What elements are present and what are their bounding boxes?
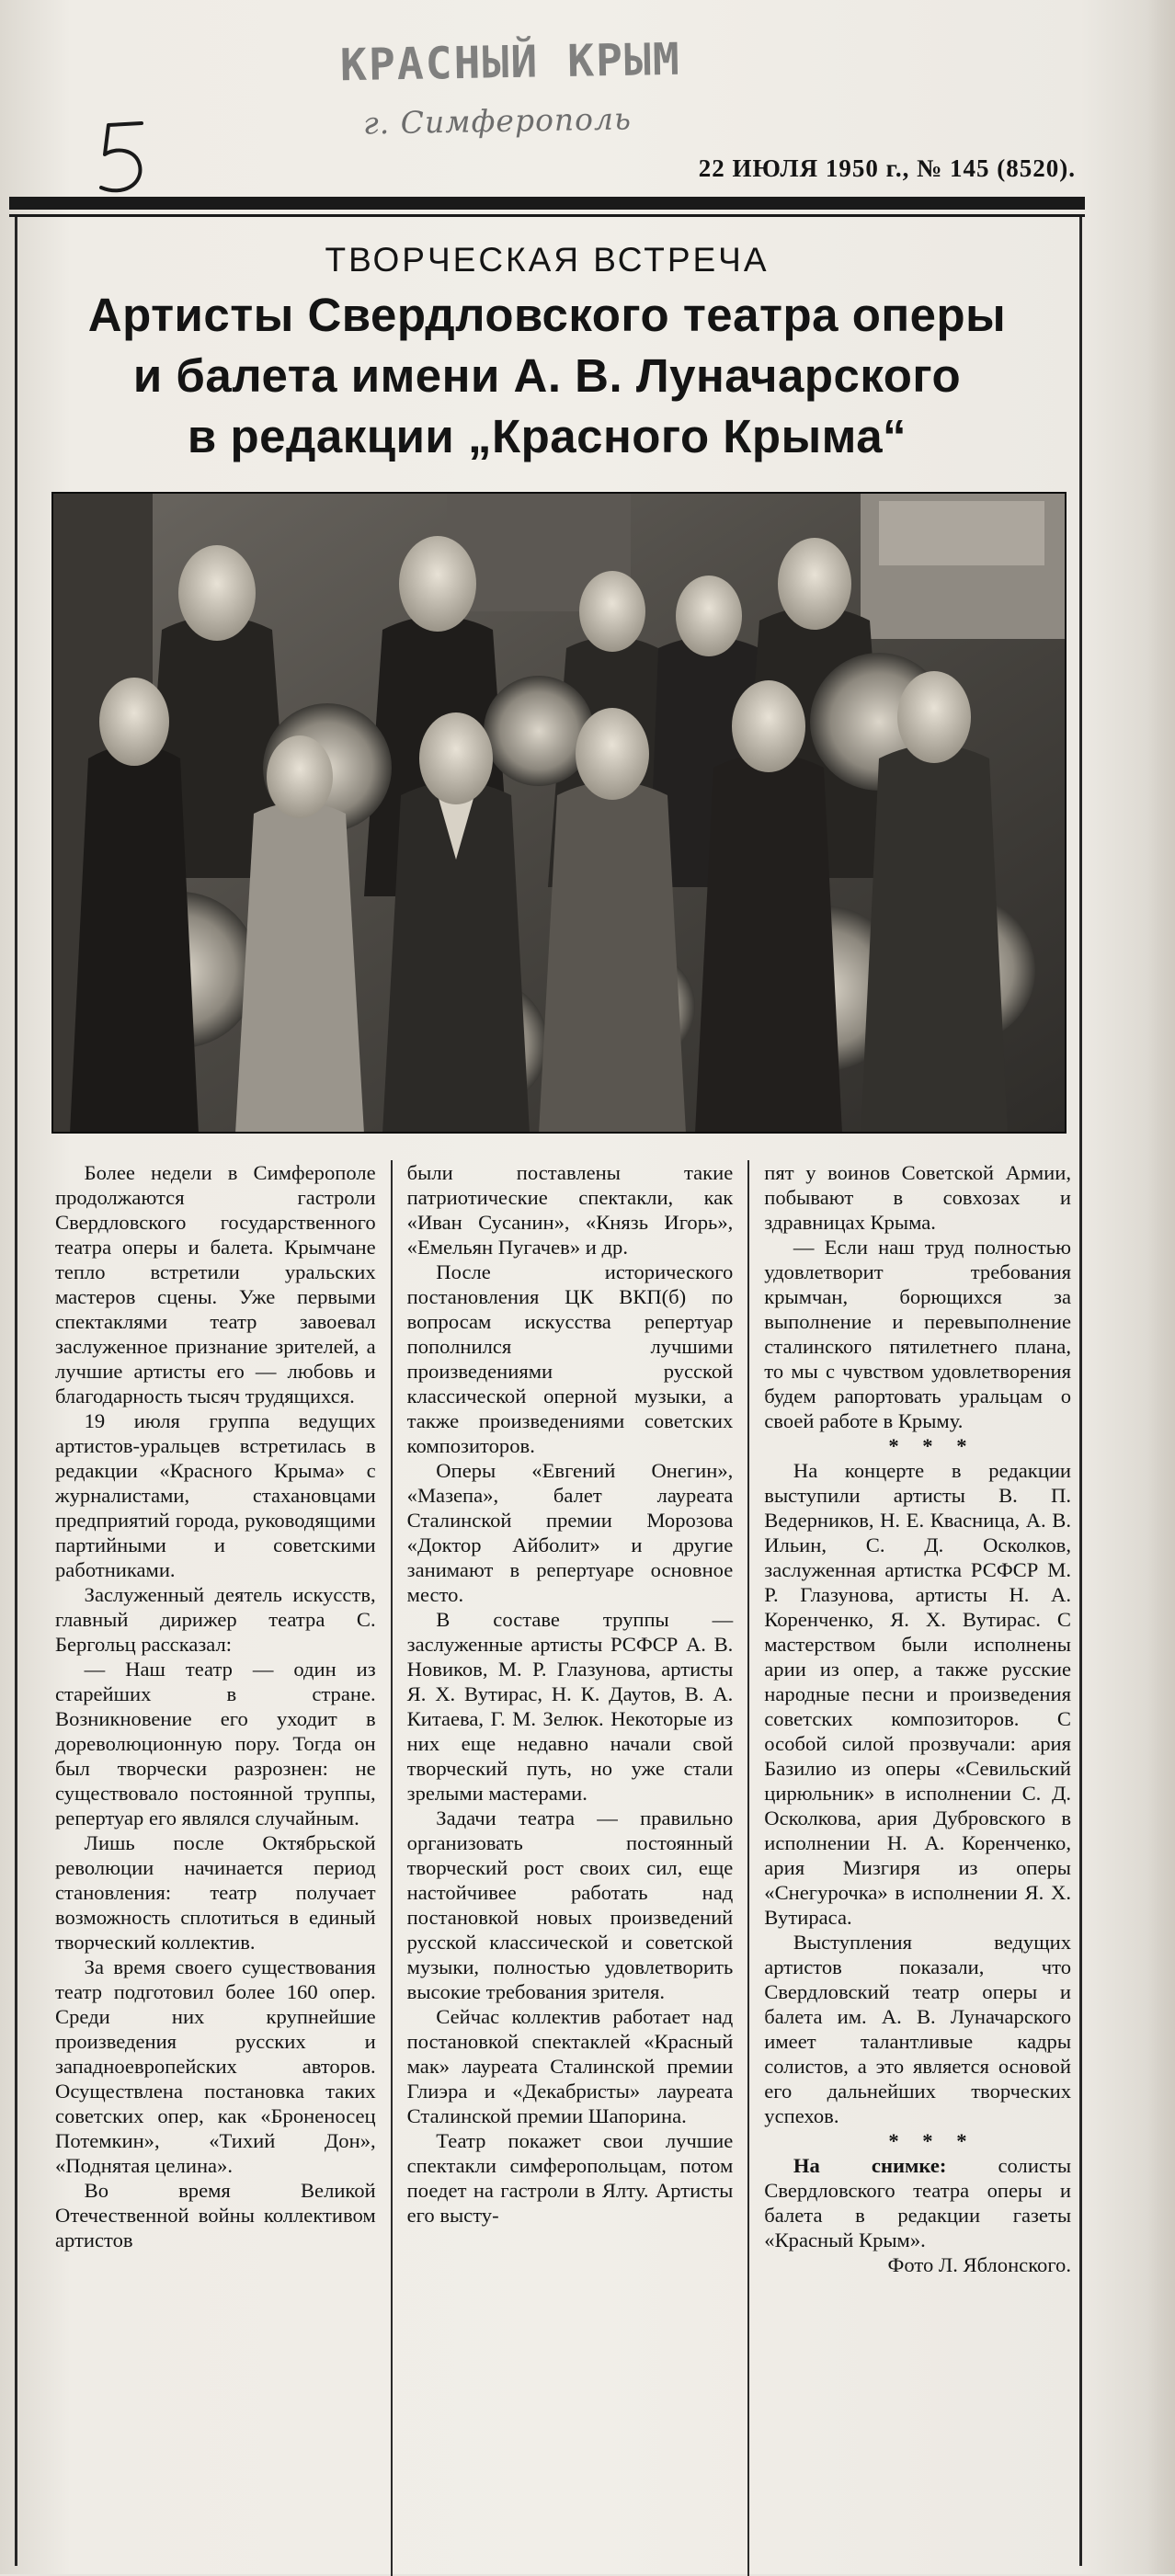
col1-paragraph-3: Заслуженный деятель искусств, главный дирижер театра С. Бергольц рассказал:: [55, 1583, 376, 1656]
article-frame-left: [15, 217, 17, 2566]
archive-stamp-city: г. Симферополь: [362, 100, 633, 142]
article-column-2: [391, 1160, 748, 2576]
article-kicker: ТВОРЧЕСКАЯ ВСТРЕЧА: [325, 241, 770, 279]
col2-paragraph-6: Сейчас коллектив работает над постановкой спектаклей «Красный мак» лауреата Сталинской премии Глиэра и «Декабристы» лауреата Сталинской премии Шапорина.: [406, 2005, 734, 2127]
col2-paragraph-2: После исторического постановления ЦК ВКП(б) по вопросам искусства репертуар пополнился лучшими произведениями русской классической оперной музыки, а также произведениями советских композиторов.: [406, 1260, 734, 1457]
col2-paragraph-4: В составе труппы — заслуженные артисты РСФСР А. В. Новиков, М. Р. Глазунова, артисты Я. Х. Вутирас, Н. К. Даутов, В. А. Китаева, Г. М. Зелюк. Некоторые из них еще недавно начали свой творческий путь, но уже стали зрелыми мастерами.: [406, 1608, 734, 1805]
col1-paragraph-1: Более недели в Симферополе продолжаются гастроли Свердловского государственного театра оперы и балета. Крымчане тепло встретили уральских мастеров сцены. Уже первыми спектаклями театр завоевал заслуженное признание зрителей, а лучшие артисты его — любовь и благодарность тысяч трудящихся.: [55, 1161, 376, 1408]
group-photo-illustration: [51, 492, 1067, 1134]
col1-paragraph-4: — Наш театр — один из старейших в стране. Возникновение его уходит в дореволюционную пору. Тогда он был творчески разрознен: не существовало постоянной труппы, репертуар его являлся случайным.: [55, 1658, 376, 1829]
caption-text: солисты Свердловского театра оперы и балета в редакции газеты «Красный Крым».: [764, 2154, 1071, 2251]
headline-line-3: в редакции „Красного Крыма“: [187, 410, 907, 462]
article-frame-right: [1079, 217, 1082, 2566]
col1-paragraph-6: За время своего существования театр подготовил более 160 опер. Среди них крупнейшие произведения русских и западноевропейских авторов. Осуществлена постановка таких советских опер, как «Броненосец Потемкин», «Тихий Дон», «Поднятая целина».: [55, 1955, 376, 2177]
masthead-rule-thin: [9, 214, 1085, 217]
article-headline: [18, 285, 1076, 467]
article-column-1: [55, 1160, 391, 2576]
article-column-3: [747, 1160, 1071, 2576]
headline-line-2: и балета имени А. В. Луначарского: [132, 349, 962, 402]
handwritten-archive-number: [96, 118, 151, 199]
issue-dateline: 22 ИЮЛЯ 1950 г., № 145 (8520).: [698, 154, 1076, 182]
col1-paragraph-2: 19 июля группа ведущих артистов-уральцев встретилась в редакции «Красного Крыма» с журналистами, стахановцами предприятий города, руководящими партийными и советскими работниками.: [55, 1409, 376, 1581]
col3-paragraph-2: — Если наш труд полностью удовлетворит требования крымчан, борющихся за выполнение и перевыполнение сталинского пятилетнего плана, то мы с чувством удовлетворения будем рапортовать уральцам о своей работе в Крыму.: [764, 1236, 1071, 1432]
col2-paragraph-7: Театр покажет свои лучшие спектакли симферопольцам, потом поедет на гастроли в Ялту. Артисты его высту-: [406, 2129, 734, 2227]
section-divider-stars-2: * * *: [888, 2129, 976, 2152]
col3-paragraph-3: На концерте в редакции выступили артисты В. П. Ведерников, Н. Е. Квасница, А. В. Ильин, С. Д. Осколков, заслуженная артистка РСФСР М. Р. Глазунова, артисты Н. А. Коренченко, Я. Х. Вутирас. С мастерством были исполнены арии из опер, а также русские народные песни и произведения советских композиторов. С особой силой прозвучали: ария Базилио из оперы «Севильский цирюльник» в исполнении С. Д. Осколкова, ария Дубровского в исполнении Н. А. Коренченко, ария Мизгиря из оперы «Снегурочка» в исполнении Я. Х. Вутираса.: [764, 1459, 1071, 1929]
headline-line-1: Артисты Свердловского театра оперы: [87, 289, 1007, 341]
col1-paragraph-5: Лишь после Октябрьской революции начинается период становления: театр получает возможность сплотиться в единый творческий коллектив.: [55, 1831, 376, 1954]
masthead-rule-thick: [9, 197, 1085, 210]
col2-paragraph-3: Оперы «Евгений Онегин», «Мазепа», балет лауреата Сталинской премии Морозова «Доктор Айболит» и другие занимают в репертуаре основное место.: [406, 1459, 734, 1606]
col3-paragraph-4: Выступления ведущих артистов показали, что Свердловский театр оперы и балета им. А. В. Луначарского имеет талантливые кадры солистов, а это является основой его дальнейших творческих успехов.: [764, 1931, 1071, 2127]
col3-paragraph-1: пят у воинов Советской Армии, побывают в совхозах и здравницах Крыма.: [764, 1161, 1071, 1234]
section-divider-stars-1: * * *: [888, 1434, 976, 1457]
caption-lead: На снимке:: [793, 2154, 947, 2177]
col2-paragraph-1: были поставлены такие патриотические спектакли, как «Иван Сусанин», «Князь Игорь», «Емельян Пугачев» и др.: [406, 1161, 734, 1259]
photo-caption: [764, 2153, 1071, 2252]
group-photo: [51, 492, 1067, 1134]
archive-stamp-title: КРАСНЫЙ КРЫМ: [339, 33, 682, 92]
photo-credit: Фото Л. Яблонского.: [887, 2253, 1071, 2276]
col1-paragraph-7: Во время Великой Отечественной войны коллективом артистов: [55, 2179, 376, 2251]
paper-edge-shadow: [1147, 0, 1175, 2574]
col2-paragraph-5: Задачи театра — правильно организовать постоянный творческий рост своих сил, еще настойчивее работать над постановкой новых произведений русской классической и советской музыки, полностью удовлетворить высокие требования зрителя.: [406, 1807, 734, 2003]
article-body: [55, 1160, 1071, 2576]
